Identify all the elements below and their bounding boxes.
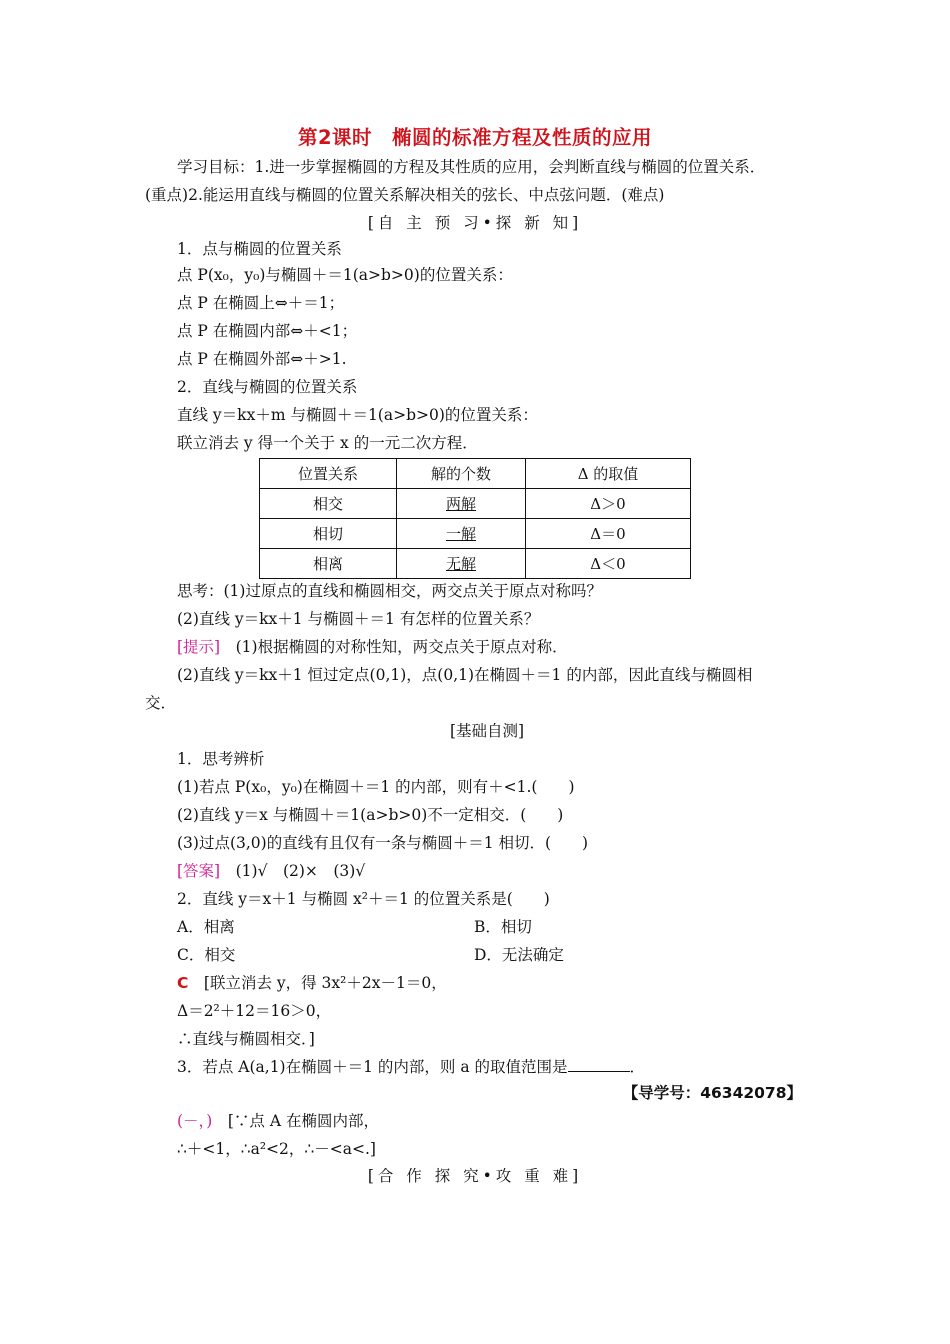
s1-line-4: 点 P 在椭圆外部⇔＋>1. xyxy=(177,350,347,368)
table-row xyxy=(260,489,691,519)
test-question-2: 2．直线 y＝x＋1 与椭圆 x²＋＝1 的位置关系是( ) xyxy=(177,890,550,908)
answer-text: (1)√ (2)× (3)√ xyxy=(220,862,366,880)
solution-text-1: [联立消去 y，得 3x²＋2x－1＝0， xyxy=(188,974,447,992)
table-header-cell: 解的个数 xyxy=(397,459,526,489)
option-b: B．相切 xyxy=(474,918,532,936)
answer-blank xyxy=(568,1057,630,1072)
guide-number: 【导学号：46342078】 xyxy=(622,1084,802,1102)
table-cell: 相交 xyxy=(260,489,397,519)
table-row xyxy=(260,549,691,579)
table-cell: Δ＜0 xyxy=(526,549,691,579)
s1-line-5: 直线 y＝kx＋m 与椭圆＋＝1(a>b>0)的位置关系： xyxy=(177,406,538,424)
hint-text: (1)根据椭圆的对称性知，两交点关于原点对称． xyxy=(220,638,568,656)
s1-line-1: 点 P(x₀，y₀)与椭圆＋＝1(a>b>0)的位置关系： xyxy=(177,266,513,284)
table-cell: Δ＝0 xyxy=(526,519,691,549)
test-question-3 xyxy=(177,1056,645,1078)
solution-choice: C xyxy=(177,974,189,992)
table-cell: 一解 xyxy=(397,519,526,549)
table-header-row xyxy=(260,459,691,489)
option-d: D．无法确定 xyxy=(474,946,564,964)
option-a: A．相离 xyxy=(177,918,235,936)
s1-line-6: 联立消去 y 得一个关于 x 的一元二次方程． xyxy=(177,434,478,452)
test-item-3: (3)过点(3,0)的直线有且仅有一条与椭圆＋＝1 相切．( ) xyxy=(177,834,589,852)
table-header-cell: Δ 的取值 xyxy=(526,459,691,489)
q3-solution-text-1: [∵点 A 在椭圆内部， xyxy=(212,1112,379,1130)
test-heading-1: 1．思考辨析 xyxy=(177,750,265,768)
objectives-line-1: 学习目标：1.进一步掌握椭圆的方程及其性质的应用，会判断直线与椭圆的位置关系． xyxy=(177,158,766,176)
q3-solution-line-2: ∴＋<1，∴a²<2，∴－<a<.] xyxy=(177,1140,376,1158)
think-answer-2-line-2: 交． xyxy=(145,694,177,712)
s1-line-3: 点 P 在椭圆内部⇔＋<1； xyxy=(177,322,358,340)
position-relation-table xyxy=(259,458,691,579)
question-3-text: 3．若点 A(a,1)在椭圆＋＝1 的内部，则 a 的取值范围是 xyxy=(177,1058,568,1076)
solution-line-2: Δ＝2²＋12＝16＞0， xyxy=(177,1002,332,1020)
s1-heading-2: 2．直线与椭圆的位置关系 xyxy=(177,378,358,396)
question-3-end: ． xyxy=(629,1058,646,1076)
answer-label: [答案] xyxy=(177,862,221,880)
test-item-2: (2)直线 y＝x 与椭圆＋＝1(a>b>0)不一定相交．( ) xyxy=(177,806,564,824)
section-header-basic-test: [基础自测] xyxy=(450,722,525,740)
test-answer-line xyxy=(177,860,365,882)
think-question-1: 思考：(1)过原点的直线和椭圆相交，两交点关于原点对称吗？ xyxy=(177,582,602,600)
think-answer-1 xyxy=(177,636,568,658)
hint-label: [提示] xyxy=(177,638,221,656)
s1-heading-1: 1．点与椭圆的位置关系 xyxy=(177,240,342,258)
table-cell: Δ＞0 xyxy=(526,489,691,519)
option-c: C．相交 xyxy=(177,946,236,964)
objectives-line-2: (重点)2.能运用直线与椭圆的位置关系解决相关的弦长、中点弦问题．(难点) xyxy=(145,186,665,204)
think-answer-2-line-1: (2)直线 y＝kx＋1 恒过定点(0,1)，点(0,1)在椭圆＋＝1 的内部，因此直线与椭圆相 xyxy=(177,666,753,684)
table-row xyxy=(260,519,691,549)
lesson-title: 第2课时 椭圆的标准方程及性质的应用 xyxy=(297,126,653,149)
table-cell: 相切 xyxy=(260,519,397,549)
solution-line-1 xyxy=(177,972,447,994)
solution-line-3: ∴直线与椭圆相交．] xyxy=(177,1030,315,1048)
section-header-cooperate: [合 作 探 究•攻 重 难] xyxy=(367,1167,583,1185)
table-cell: 相离 xyxy=(260,549,397,579)
table-header-cell: 位置关系 xyxy=(260,459,397,489)
think-question-2: (2)直线 y＝kx＋1 与椭圆＋＝1 有怎样的位置关系？ xyxy=(177,610,540,628)
table-cell: 无解 xyxy=(397,549,526,579)
table-cell: 两解 xyxy=(397,489,526,519)
q3-answer: (－，) xyxy=(177,1112,213,1130)
s1-line-2: 点 P 在椭圆上⇔＋＝1； xyxy=(177,294,345,312)
section-header-preview: [自 主 预 习•探 新 知] xyxy=(367,214,583,232)
q3-solution-line-1 xyxy=(177,1110,379,1132)
test-item-1: (1)若点 P(x₀，y₀)在椭圆＋＝1 的内部，则有＋<1.( ) xyxy=(177,778,575,796)
